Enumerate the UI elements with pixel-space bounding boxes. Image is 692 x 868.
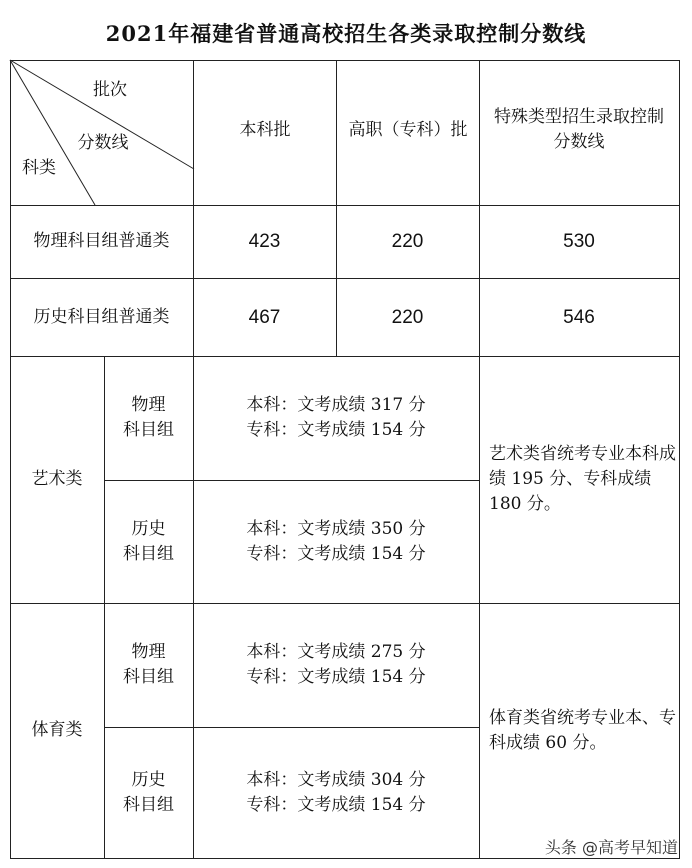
art-note: 艺术类省统考专业本科成绩 195 分、专科成绩 180 分。: [489, 444, 676, 514]
group-label: 历史 科目组: [123, 769, 174, 815]
corner-score-label: 分数线: [77, 133, 129, 153]
pe-category-label: 体育类: [31, 720, 83, 740]
row-label-physics: 物理科目组普通类: [33, 231, 170, 251]
undergrad-score: 本科：文考成绩 317 分: [246, 395, 426, 415]
score-cell: 220: [391, 231, 424, 252]
group-label: 物理 科目组: [123, 642, 174, 687]
corner-subject-label: 科类: [22, 158, 56, 178]
header-special: 特殊类型招生录取控制分数线: [494, 107, 664, 152]
group-label: 历史 科目组: [123, 518, 174, 564]
header-undergrad: 本科批: [239, 119, 291, 140]
score-detail: [193, 603, 479, 727]
undergrad-score: 本科：文考成绩 350 分: [246, 518, 426, 539]
watermark: 头条 @高考早知道: [544, 838, 678, 857]
score-detail: [193, 480, 479, 603]
vocational-score: 专科：文考成绩 154 分: [246, 543, 426, 564]
group-label: 物理 科目组: [123, 395, 174, 440]
row-label-history: 历史科目组普通类: [33, 306, 170, 327]
score-cell: 546: [563, 306, 595, 328]
corner-batch-label: 批次: [93, 80, 127, 100]
vocational-score: 专科：文考成绩 154 分: [246, 794, 426, 815]
score-detail: [193, 356, 479, 480]
score-cell: 467: [248, 306, 281, 328]
header-vocational: 高职（专科）批: [348, 119, 468, 140]
page-title: 2021年福建省普通高校招生各类录取控制分数线: [105, 21, 587, 46]
undergrad-score: 本科：文考成绩 304 分: [246, 769, 426, 790]
undergrad-score: 本科：文考成绩 275 分: [246, 642, 426, 662]
score-cell: 530: [563, 231, 595, 252]
vocational-score: 专科：文考成绩 154 分: [246, 420, 426, 440]
score-cell: 423: [248, 231, 281, 252]
score-cell: 220: [391, 306, 424, 328]
art-category-label: 艺术类: [31, 469, 83, 489]
vocational-score: 专科：文考成绩 154 分: [246, 667, 426, 687]
score-detail: [193, 727, 479, 858]
pe-note: 体育类省统考专业本、专科成绩 60 分。: [489, 707, 676, 753]
